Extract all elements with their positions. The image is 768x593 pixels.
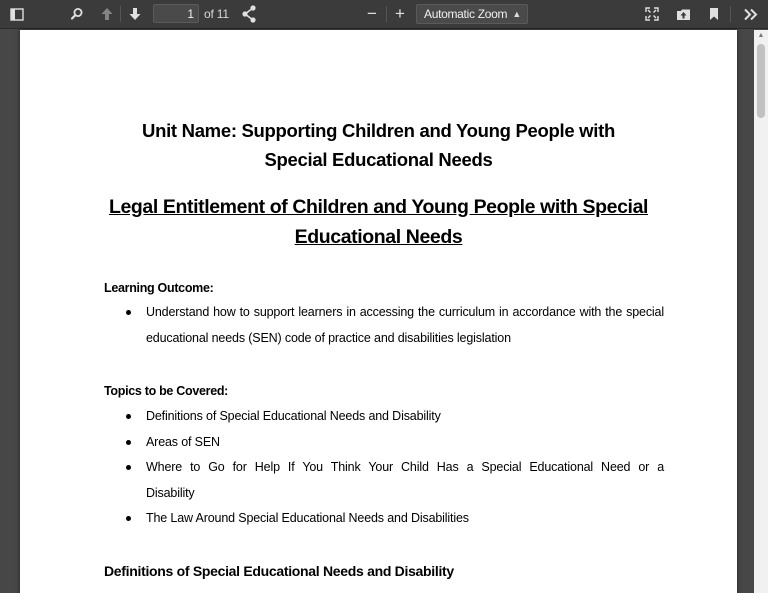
double-chevron-right-icon[interactable]	[738, 3, 762, 25]
toolbar-separator	[120, 6, 121, 22]
scroll-up-icon[interactable]: ▲	[757, 32, 765, 39]
arrow-down-icon[interactable]	[123, 3, 147, 25]
scrollbar-thumb[interactable]	[757, 44, 765, 118]
select-caret-icon: ▲	[512, 9, 521, 19]
learning-outcome-label: Learning Outcome:	[104, 281, 214, 295]
main-heading-line: Educational Needs	[294, 226, 463, 248]
toolbar-separator	[730, 6, 731, 22]
search-icon[interactable]	[65, 3, 89, 25]
section-heading: Definitions of Special Educational Needs and Disability	[104, 563, 454, 579]
share-icon[interactable]	[237, 3, 261, 25]
unit-title	[20, 116, 737, 174]
list-item: The Law Around Special Educational Needs and Disabilities	[104, 506, 664, 532]
arrow-up-icon[interactable]	[95, 3, 119, 25]
bookmark-icon[interactable]	[702, 3, 726, 25]
topics-list	[104, 404, 664, 532]
zoom-select-value: Automatic Zoom	[424, 7, 508, 21]
pdf-page	[20, 30, 737, 593]
list-item: Where to Go for Help If You Think Your Child Has a Special Educational Need or a Disability	[104, 455, 664, 506]
fullscreen-icon[interactable]	[640, 3, 664, 25]
main-heading	[20, 192, 737, 252]
topics-label: Topics to be Covered:	[104, 384, 229, 398]
pdf-toolbar	[0, 0, 768, 29]
list-item: Areas of SEN	[104, 430, 664, 456]
main-heading-line: Legal Entitlement of Children and Young People with Special	[108, 196, 649, 218]
open-file-icon[interactable]	[671, 3, 695, 25]
learning-outcome-list	[104, 300, 664, 351]
sidebar-toggle-icon[interactable]	[5, 3, 29, 25]
unit-title-line: Unit Name: Supporting Children and Young People with	[142, 120, 615, 141]
list-item: Understand how to support learners in accessing the curriculum in accordance with the special educational needs (SEN) code of practice and disabilities legislation	[104, 300, 664, 351]
zoom-select[interactable]	[416, 4, 528, 24]
page-count-label: of 11	[204, 7, 229, 21]
page-number-input[interactable]	[153, 4, 199, 23]
toolbar-separator	[386, 6, 387, 22]
zoom-in-button[interactable]: +	[395, 4, 405, 23]
unit-title-line: Special Educational Needs	[264, 149, 493, 170]
zoom-out-button[interactable]: −	[367, 4, 377, 23]
list-item: Definitions of Special Educational Needs and Disability	[104, 404, 664, 430]
pdf-viewer-area[interactable]	[0, 30, 768, 593]
